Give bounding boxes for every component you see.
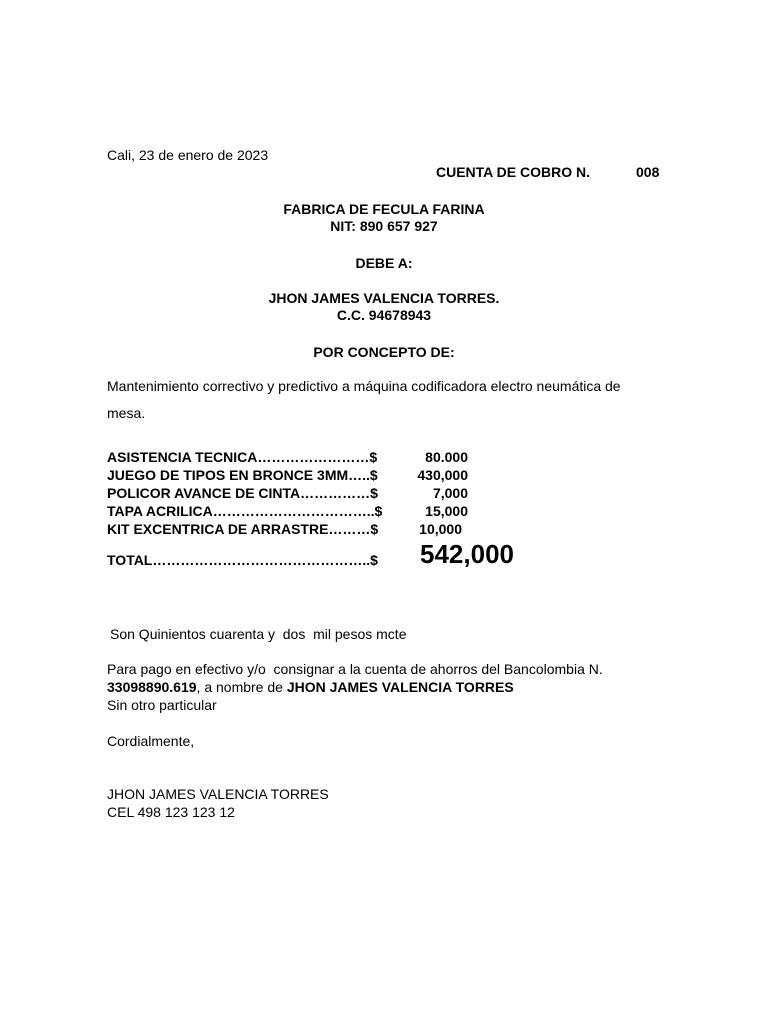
company-name: FABRICA DE FECULA FARINA [283,201,485,217]
item-amount: 15,000 [425,503,468,519]
doc-number: 008 [636,164,660,180]
total-label: TOTAL………………………………………..$ [107,552,378,568]
signature-phone: CEL 498 123 123 12 [107,804,235,820]
item-label: JUEGO DE TIPOS EN BRONCE 3MM…..$ [107,467,378,483]
total-amount: 542,000 [420,539,514,569]
item-amount: 7,000 [432,485,468,501]
item-label: POLICOR AVANCE DE CINTA……………$ [107,485,378,501]
payment-line-3: Sin otro particular [107,697,217,713]
item-label: ASISTENCIA TECNICA……………………$ [107,449,378,465]
signature-name: JHON JAMES VALENCIA TORRES [107,786,329,802]
creditor-name: JHON JAMES VALENCIA TORRES. [268,290,500,306]
company-nit: NIT: 890 657 927 [330,218,438,234]
item-amount: 430,000 [417,467,468,483]
payment-line-1: Para pago en efectivo y/o consignar a la cuenta de ahorros del Bancolombia N. [107,661,603,677]
item-amount: 80.000 [425,449,468,465]
description-line-2: mesa. [107,405,146,421]
payment-mid-text: , a nombre de [196,679,287,695]
item-amount: 10,000 [419,521,462,537]
item-label: TAPA ACRILICA……………………………..$ [107,503,383,519]
place-date: Cali, 23 de enero de 2023 [107,147,269,163]
payment-line-2 [107,678,514,696]
account-number: 33098890.619 [107,679,197,695]
closing: Cordialmente, [107,733,195,749]
item-label: KIT EXCENTRICA DE ARRASTRE………$ [107,521,379,537]
debe-label: DEBE A: [355,255,413,271]
concepto-label: POR CONCEPTO DE: [313,344,455,360]
account-holder: JHON JAMES VALENCIA TORRES [286,679,514,695]
creditor-cc: C.C. 94678943 [336,307,432,323]
description-line-1: Mantenimiento correctivo y predictivo a máquina codificadora electro neumática de [107,378,621,394]
amount-in-words: Son Quinientos cuarenta y dos mil pesos mcte [110,626,407,642]
doc-title: CUENTA DE COBRO N. [436,164,590,180]
